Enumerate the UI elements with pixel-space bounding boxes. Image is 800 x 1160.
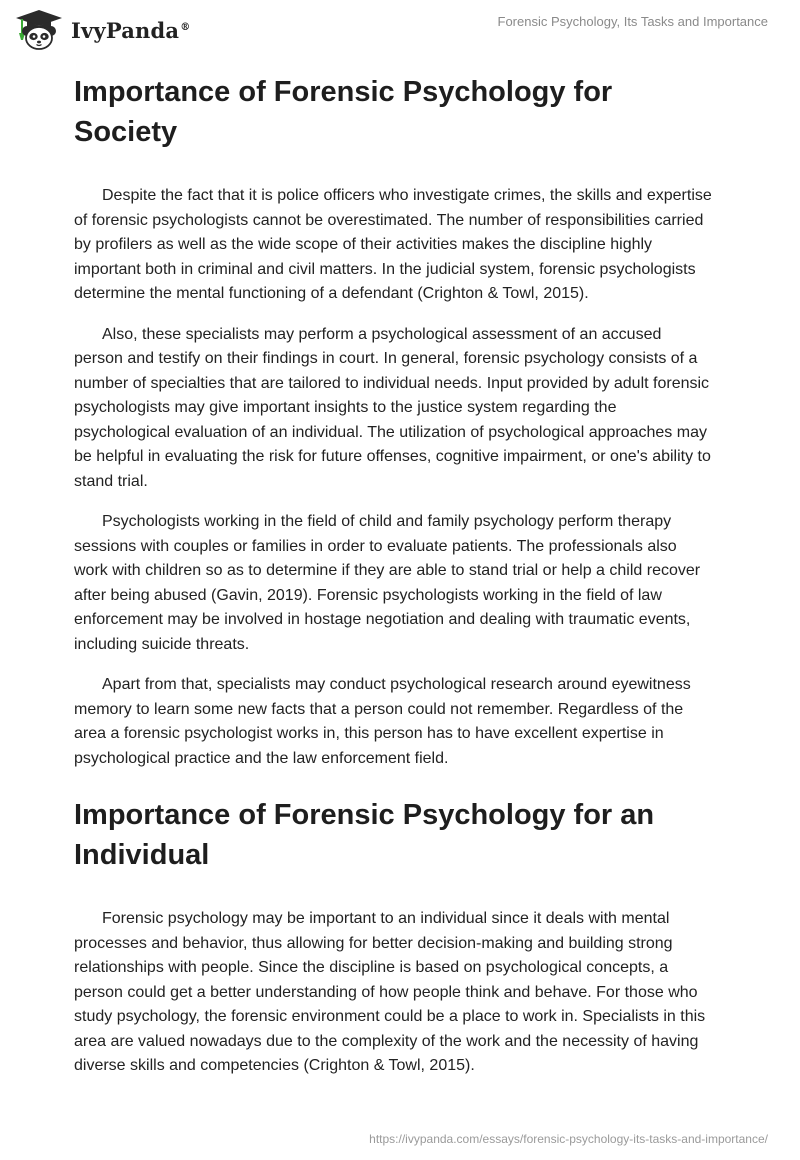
article-body <box>74 72 714 1095</box>
section-heading-individual: Importance of Forensic Psychology for an Individual <box>74 799 655 871</box>
paragraph: Psychologists working in the field of child and family psychology perform therapy sessions with couples or families in order to evaluate patients. The professionals also work with children so as to determine if they are able to stand trial or help a child recover after being abused (Gavin, 2019). Forensic psychologists working in the field of law enforcement may be involved in hostage negotiation and dealing with traumatic events, including suicide threats. <box>74 513 701 653</box>
brand-logo[interactable] <box>14 8 190 52</box>
document-title: Forensic Psychology, Its Tasks and Importance <box>497 14 768 29</box>
source-url[interactable]: https://ivypanda.com/essays/forensic-psychology-its-tasks-and-importance/ <box>369 1132 768 1146</box>
paragraph: Despite the fact that it is police officers who investigate crimes, the skills and expertise of forensic psychologists cannot be overestimated. The number of responsibilities carried by profilers as well as the wide scope of their activities makes the discipline highly important both in criminal and civil matters. In the judicial system, forensic psychologists determine the mental functioning of a defendant (Crighton & Towl, 2015). <box>74 187 712 302</box>
paragraph: Also, these specialists may perform a psychological assessment of an accused person and testify on their findings in court. In general, forensic psychology consists of a number of specialties that are tailored to individual needs. Input provided by adult forensic psychologists may give important insights to the justice system regarding the psychological evaluation of an individual. The utilization of psychological approaches may be helpful in evaluating the risk for future offenses, cognitive impairment, or one's ability to stand trial. <box>74 325 711 490</box>
paragraph: Apart from that, specialists may conduct psychological research around eyewitness memory to learn some new facts that a person could not remember. Regardless of the area a forensic psychologist works in, this person has to have excellent expertise in psychological practice and the law enforcement field. <box>74 676 691 767</box>
paragraph: Forensic psychology may be important to an individual since it deals with mental processes and behavior, thus allowing for better decision-making and building strong relationships with people. Since the discipline is based on psychological concepts, a person could get a better understanding of how people think and behave. For those who study psychology, the forensic environment could be a place to work in. Specialists in this area are valued nowadays due to the complexity of the work and the necessity of having diverse skills and competencies (Crighton & Towl, 2015). <box>74 910 706 1074</box>
section-heading-society: Importance of Forensic Psychology for Society <box>74 76 613 148</box>
brand-name: IvyPanda® <box>71 17 191 43</box>
panda-graduate-icon <box>14 9 64 51</box>
page-header <box>0 0 800 50</box>
